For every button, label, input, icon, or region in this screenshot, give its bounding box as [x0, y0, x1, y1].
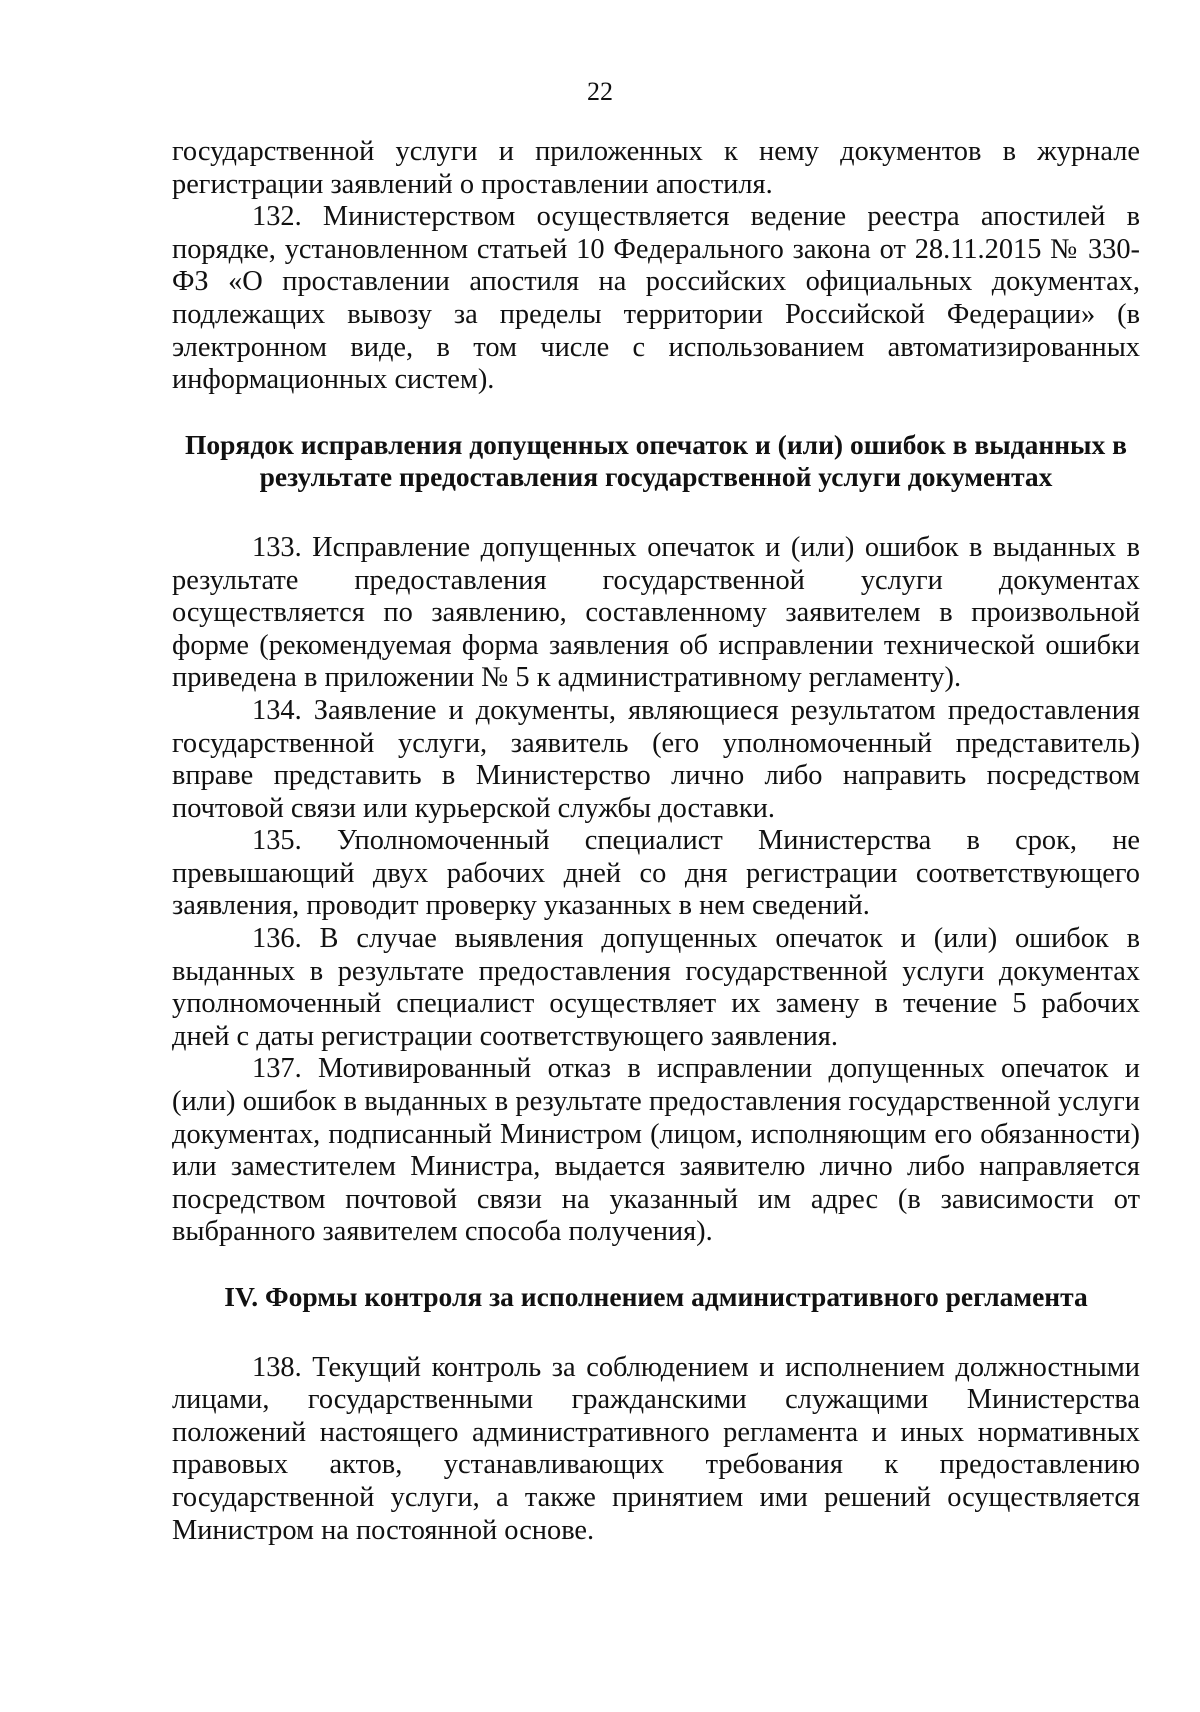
paragraph-132: 132. Министерством осуществляется ведение реестра апостилей в порядке, установленном статьей 10 Федерального закона от 28.11.2015 № 330-ФЗ «О проставлении апостиля на российских официальных документах, подлежащих вывозу за пределы территории Российской Федерации» (в электронном виде, в том числе с использованием автоматизированных информационных систем). [172, 201, 1140, 396]
paragraph-133: 133. Исправление допущенных опечаток и (или) ошибок в выданных в результате предоставления государственной услуги документах осуществляется по заявлению, составленному заявителем в произвольной форме (рекомендуемая форма заявления об исправлении технической ошибки приведена в приложении № 5 к административному регламенту). [172, 531, 1140, 694]
heading-error-correction: Порядок исправления допущенных опечаток и (или) ошибок в выданных в результате предоставления государственной услуги документах [185, 428, 1127, 493]
paragraph-137: 137. Мотивированный отказ в исправлении допущенных опечаток и (или) ошибок в выданных в результате предоставления государственной услуги документах, подписанный Министром (лицом, исполняющим его обязанности) или заместителем Министра, выдается заявителю лично либо направляется посредством почтовой связи на указанный им адрес (в зависимости от выбранного заявителем способа получения). [172, 1053, 1140, 1248]
heading-section-iv: IV. Формы контроля за исполнением административного регламента [224, 1281, 1088, 1312]
paragraph-135: 135. Уполномоченный специалист Министерства в срок, не превышающий двух рабочих дней со дня регистрации соответствующего заявления, проводит проверку указанных в нем сведений. [172, 825, 1140, 922]
paragraph-continuation: государственной услуги и приложенных к нему документов в журнале регистрации заявлений о проставлении апостиля. [172, 136, 1140, 200]
page-body [172, 136, 1140, 1547]
page-number: 22 [587, 77, 613, 106]
spacer [172, 494, 1140, 532]
spacer [172, 397, 1140, 429]
spacer [172, 1249, 1140, 1281]
paragraph-134: 134. Заявление и документы, являющиеся результатом предоставления государственной услуги, заявитель (его уполномоченный представитель) вправе представить в Министерство лично либо направить посредством почтовой связи или курьерской службы доставки. [172, 694, 1140, 824]
spacer [172, 1314, 1140, 1352]
paragraph-138: 138. Текущий контроль за соблюдением и исполнением должностными лицами, государственными гражданскими служащими Министерства положений настоящего административного регламента и иных нормативных правовых актов, устанавливающих требования к предоставлению государственной услуги, а также принятием ими решений осуществляется Министром на постоянной основе. [172, 1351, 1140, 1546]
paragraph-136: 136. В случае выявления допущенных опечаток и (или) ошибок в выданных в результате предоставления государственной услуги документах уполномоченный специалист осуществляет их замену в течение 5 рабочих дней с даты регистрации соответствующего заявления. [172, 923, 1140, 1052]
